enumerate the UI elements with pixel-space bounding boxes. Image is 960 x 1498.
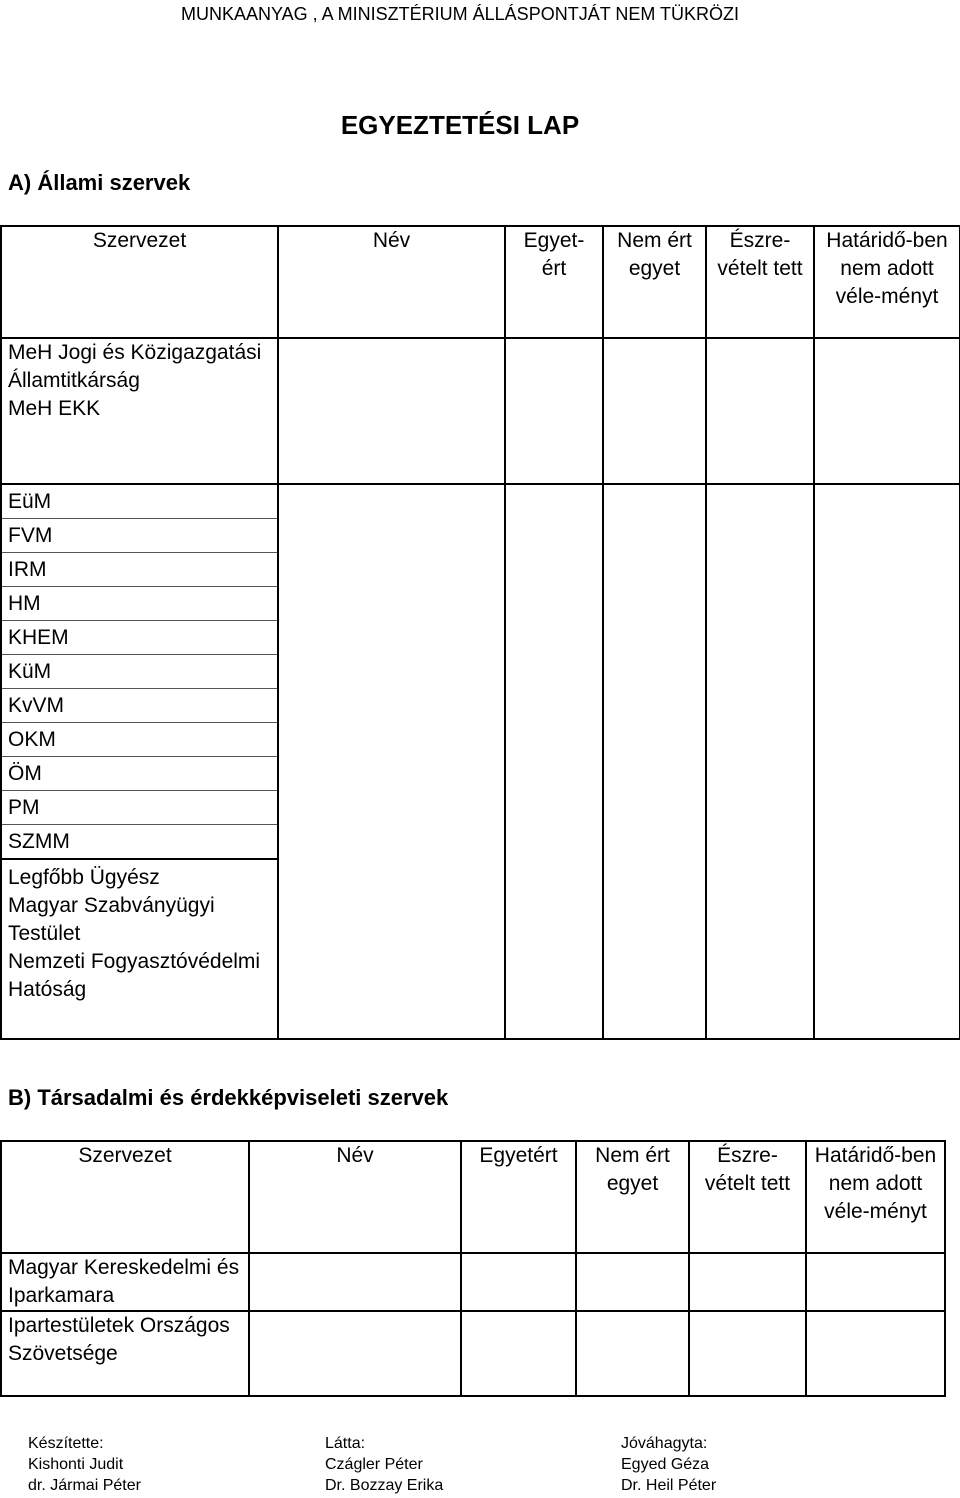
org-irm: IRM (2, 553, 277, 587)
org-cell-meh (1, 338, 278, 484)
footer-seen (325, 1433, 443, 1496)
footer-seen-label: Látta: (325, 1435, 366, 1452)
disagrees-cell[interactable] (603, 338, 706, 484)
b-name-cell-2[interactable] (249, 1311, 461, 1396)
org-om: ÖM (2, 757, 277, 791)
state-bodies-table (0, 225, 960, 1040)
footer-seen-name-2: Dr. Bozzay Erika (325, 1477, 444, 1494)
no-response-cell-span[interactable] (814, 484, 960, 1039)
org-mszt: Magyar Szabványügyi Testület (8, 894, 215, 945)
footer-prepared-name-2: dr. Jármai Péter (28, 1477, 141, 1494)
footer-seen-name-1: Czágler Péter (325, 1456, 423, 1473)
footer-approved-label: Jóváhagyta: (621, 1435, 708, 1452)
b-no-response-cell-2[interactable] (806, 1311, 945, 1396)
b-agrees-cell-1[interactable] (461, 1253, 576, 1311)
colb-header-organization: Szervezet (1, 1141, 249, 1253)
b-no-response-cell-1[interactable] (806, 1253, 945, 1311)
col-header-organization: Szervezet (1, 226, 278, 338)
org-iposz: Ipartestületek Országos Szövetsége (1, 1311, 249, 1396)
org-hm: HM (2, 587, 277, 621)
page-title: EGYEZTETÉSI LAP (340, 110, 580, 140)
footer-prepared-name-1: Kishonti Judit (28, 1456, 124, 1473)
footer-prepared-label: Készítette: (28, 1435, 104, 1452)
disagrees-cell-span[interactable] (603, 484, 706, 1039)
org-cell-ministries (1, 484, 278, 859)
footer-approved-name-2: Dr. Heil Péter (621, 1477, 717, 1494)
org-eum: EüM (2, 485, 277, 519)
b-comments-cell-2[interactable] (689, 1311, 806, 1396)
b-name-cell-1[interactable] (249, 1253, 461, 1311)
org-okm: OKM (2, 723, 277, 757)
name-cell-span[interactable] (278, 484, 505, 1039)
social-bodies-table (0, 1140, 946, 1397)
org-szmm: SZMM (8, 830, 70, 853)
colb-header-disagrees: Nem ért egyet (576, 1141, 689, 1253)
col-header-agrees: Egyet-ért (505, 226, 603, 338)
org-kvvm: KvVM (2, 689, 277, 723)
footer-prepared (28, 1433, 141, 1496)
comments-cell-span[interactable] (706, 484, 814, 1039)
section-b-heading: B) Társadalmi és érdekképviseleti szervek (8, 1085, 449, 1110)
org-legfobb-ugyesz: Legfőbb Ügyész (8, 866, 160, 889)
org-kum: KüM (2, 655, 277, 689)
col-header-name: Név (278, 226, 505, 338)
org-khem: KHEM (2, 621, 277, 655)
comments-cell[interactable] (706, 338, 814, 484)
agrees-cell-span[interactable] (505, 484, 603, 1039)
b-disagrees-cell-2[interactable] (576, 1311, 689, 1396)
footer-approved (621, 1433, 716, 1496)
section-a-heading: A) Állami szervek (8, 170, 191, 195)
colb-header-name: Név (249, 1141, 461, 1253)
agrees-cell[interactable] (505, 338, 603, 484)
org-cell-others (1, 859, 278, 1039)
col-header-no-response: Határidő-ben nem adott véle-ményt (814, 226, 960, 338)
b-comments-cell-1[interactable] (689, 1253, 806, 1311)
org-meh-ekk: MeH EKK (8, 397, 101, 420)
b-disagrees-cell-1[interactable] (576, 1253, 689, 1311)
org-meh-jogi: MeH Jogi és Közigazgatási Államtitkárság (8, 341, 262, 392)
colb-header-no-response: Határidő-ben nem adott véle-ményt (806, 1141, 945, 1253)
org-nfh: Nemzeti Fogyasztóvédelmi Hatóság (8, 950, 261, 1001)
colb-header-comments: Észre-vételt tett (689, 1141, 806, 1253)
org-mkik: Magyar Kereskedelmi és Iparkamara (1, 1253, 249, 1311)
org-fvm: FVM (2, 519, 277, 553)
watermark-text: MUNKAANYAG , A MINISZTÉRIUM ÁLLÁSPONTJÁT NEM TÜKRÖZI (180, 4, 740, 24)
org-pm: PM (2, 791, 277, 825)
col-header-disagrees: Nem ért egyet (603, 226, 706, 338)
no-response-cell[interactable] (814, 338, 960, 484)
colb-header-agrees: Egyetért (461, 1141, 576, 1253)
name-cell[interactable] (278, 338, 505, 484)
footer-approved-name-1: Egyed Géza (621, 1456, 710, 1473)
col-header-comments: Észre-vételt tett (706, 226, 814, 338)
b-agrees-cell-2[interactable] (461, 1311, 576, 1396)
